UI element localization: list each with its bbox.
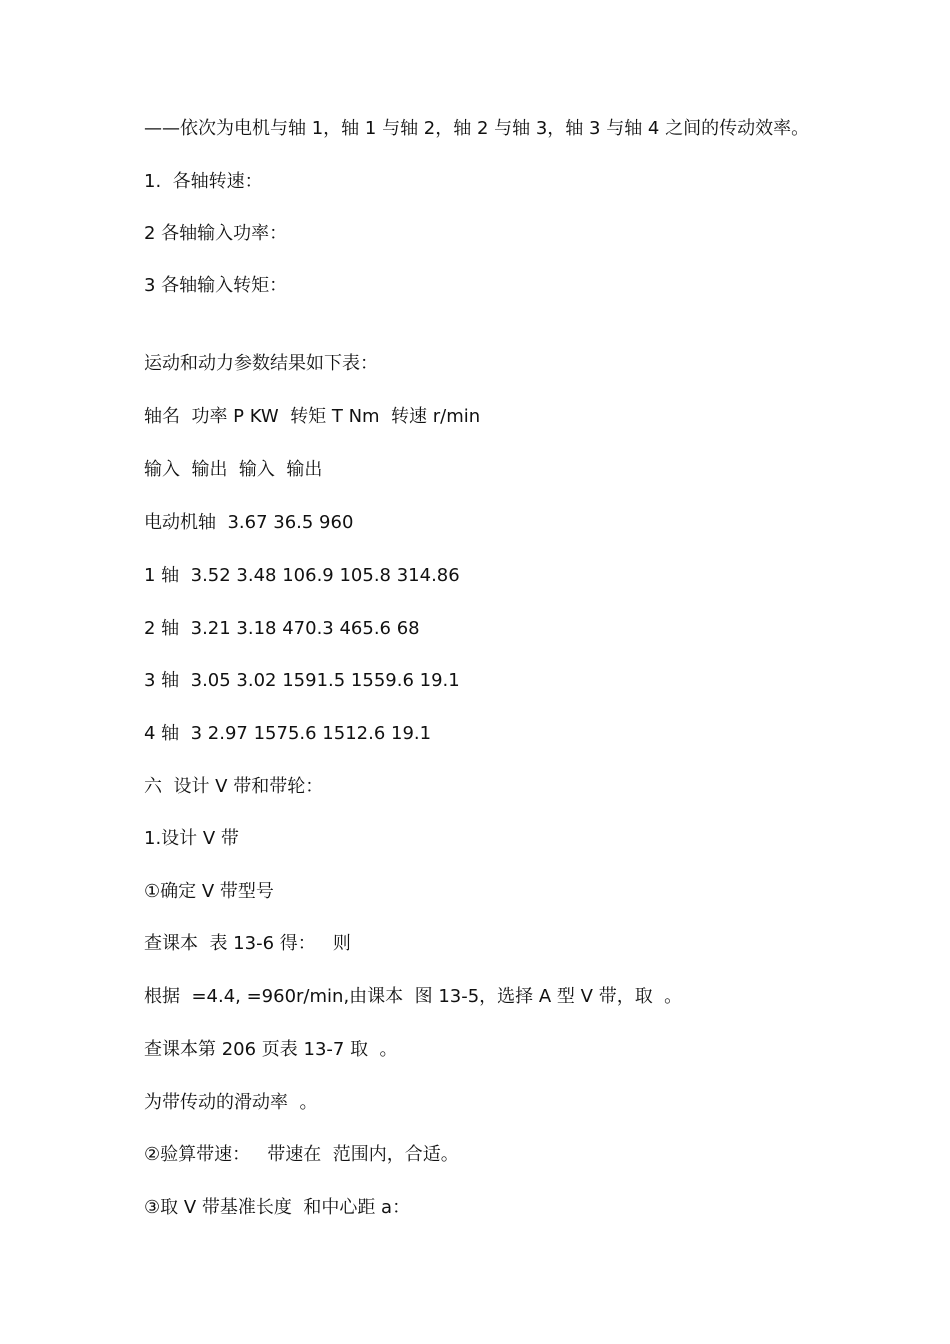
text-line-efficiency-note: ——依次为电机与轴 1，轴 1 与轴 2，轴 2 与轴 3，轴 3 与轴 4 之间的传动效率。 <box>144 118 810 139</box>
step-determine-belt-type: ①确定 V 带型号 <box>144 881 274 902</box>
table-header-row: 轴名 功率 P KW 转矩 T Nm 转速 r/min <box>144 406 481 427</box>
text-line-shaft-speed: 1. 各轴转速： <box>144 171 263 192</box>
table-row-shaft-1: 1 轴 3.52 3.48 106.9 105.8 314.86 <box>144 565 460 586</box>
text-line-shaft-power: 2 各轴输入功率： <box>144 223 288 244</box>
subsection-design-v-belt: 1.设计 V 带 <box>144 828 239 849</box>
section-heading-v-belt: 六 设计 V 带和带轮： <box>144 776 324 797</box>
text-line-shaft-torque: 3 各轴输入转矩： <box>144 275 288 296</box>
text-line-results-intro: 运动和动力参数结果如下表： <box>144 353 378 374</box>
text-line-select-a-type: 根据 =4.4, =960r/min,由课本 图 13-5，选择 A 型 V 带，取 。 <box>144 986 683 1007</box>
table-subheader-row: 输入 输出 输入 输出 <box>144 459 323 480</box>
table-row-shaft-2: 2 轴 3.21 3.18 470.3 465.6 68 <box>144 618 420 639</box>
table-row-motor-shaft: 电动机轴 3.67 36.5 960 <box>144 512 354 533</box>
text-line-table-13-6: 查课本 表 13-6 得： 则 <box>144 933 351 954</box>
step-belt-length-center: ③取 V 带基准长度 和中心距 a： <box>144 1197 411 1218</box>
table-row-shaft-3: 3 轴 3.05 3.02 1591.5 1559.6 19.1 <box>144 670 460 691</box>
text-line-table-13-7: 查课本第 206 页表 13-7 取 。 <box>144 1039 398 1060</box>
table-row-shaft-4: 4 轴 3 2.97 1575.6 1512.6 19.1 <box>144 723 432 744</box>
text-line-slip-rate: 为带传动的滑动率 。 <box>144 1092 318 1113</box>
step-verify-belt-speed: ②验算带速： 带速在 范围内，合适。 <box>144 1144 459 1165</box>
